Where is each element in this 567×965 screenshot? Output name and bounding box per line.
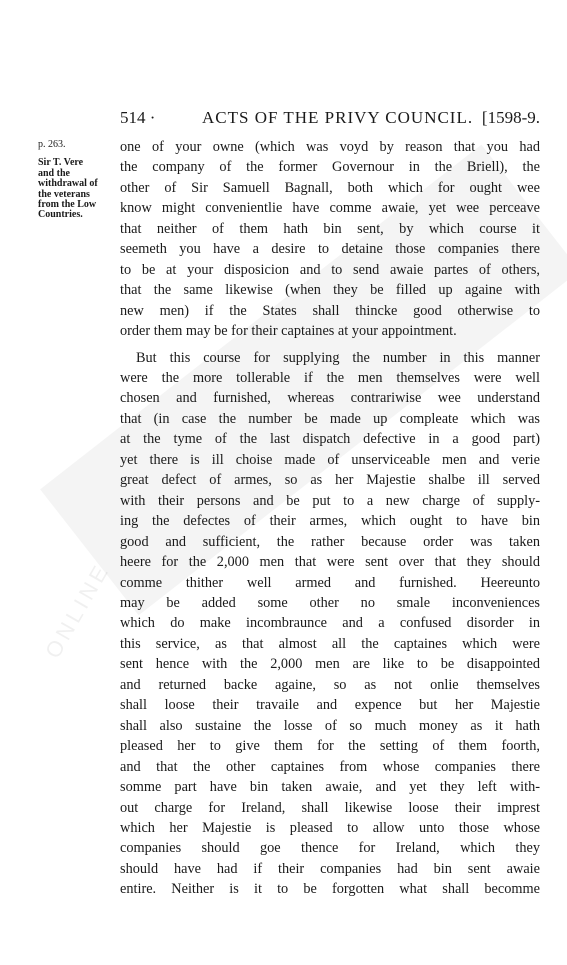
text-line: chosen and furnished, whereas contrariwise wee understand xyxy=(120,390,540,407)
text-line: entire. Neither is it to be forgotten what shall becomme xyxy=(120,881,540,898)
text-line: and returned backe againe, so as not onlie themselves xyxy=(120,676,540,693)
text-line: that the same likewise (when they be filled up againe with xyxy=(120,282,540,299)
text-line: other of Sir Samuell Bagnall, both which for ought wee xyxy=(120,179,540,196)
text-line: to be at your disposicion and to send awaie partes of others, xyxy=(120,261,540,278)
running-title: ACTS OF THE PRIVY COUNCIL. xyxy=(202,108,474,127)
text-line: seemeth you have a desire to detaine those companies there xyxy=(120,241,540,258)
text-line: were the more tollerable if the men themselves were well xyxy=(120,369,540,386)
text-line: heere for the 2,000 men that were sent over that they should xyxy=(120,554,540,571)
page-number: 514 · xyxy=(120,108,156,127)
paragraph-1 xyxy=(120,137,540,342)
margin-note xyxy=(38,140,114,221)
margin-note-line: the veterans xyxy=(38,188,90,200)
margin-note-line: Sir T. Vere xyxy=(38,157,84,169)
text-line: sent hence with the 2,000 men are like to be disappointed xyxy=(120,656,540,673)
text-line: good and sufficient, the rather because order was taken xyxy=(120,533,540,550)
body-text xyxy=(120,137,540,900)
page-header xyxy=(120,108,540,132)
text-line: one of your owne (which was voyd by reason that you had xyxy=(120,139,540,155)
margin-page-reference: p. 263. xyxy=(38,139,66,150)
margin-note-line: Countries. xyxy=(38,209,83,221)
margin-note-line: withdrawal of xyxy=(38,178,98,190)
text-line: yet there is ill choise made of unserviceable men and verie xyxy=(120,451,540,468)
text-line: and that the other captaines from whose companies there xyxy=(120,758,540,775)
text-line: know might convenientlie have comme awaie, yet wee perceave xyxy=(120,200,540,217)
text-line: shall also sustaine the losse of so much money as it hath xyxy=(120,717,540,734)
text-line: this service, as that almost all the captaines which were xyxy=(120,635,540,652)
margin-note-line: from the Low xyxy=(38,199,97,211)
text-line: pleased her to give them for the setting of them foorth, xyxy=(120,738,540,755)
text-line: with their persons and be put to a new charge of supply- xyxy=(120,492,540,509)
text-line: should have had if their companies had bin sent awaie xyxy=(120,860,540,877)
text-line: at the tyme of the last dispatch defective in a good part) xyxy=(120,431,540,448)
text-line: order them may be for their captaines at your appointment. xyxy=(120,323,457,340)
text-line: comme thither well armed and furnished. Heereunto xyxy=(120,574,540,591)
margin-note-text xyxy=(38,158,114,220)
text-line: ing the defectes of their armes, which ought to have bin xyxy=(120,513,540,530)
text-line: which her Majestie is pleased to allow unto those whose xyxy=(120,819,540,836)
text-line: the company of the former Governour in the Briell), the xyxy=(120,159,540,176)
paragraph-2 xyxy=(120,348,540,900)
text-line: companies should goe thence for Ireland, which they xyxy=(120,840,540,857)
text-line: somme part have bin taken awaie, and yet they left with- xyxy=(120,779,540,796)
text-line: shall loose their travaile and expence but her Majestie xyxy=(120,697,540,714)
margin-note-line: and the xyxy=(38,167,70,179)
text-line: that (in case the number be made up compleate which was xyxy=(120,410,540,427)
text-line: great defect of armes, so as her Majestie shalbe ill served xyxy=(120,472,540,489)
text-line: may be added some other no smale inconveniences xyxy=(120,594,540,611)
year-range: [1598-9. xyxy=(481,108,540,127)
watermark-text: ONLINE xyxy=(40,558,115,663)
text-line: But this course for supplying the number in this manner xyxy=(136,349,540,366)
text-line: out charge for Ireland, shall likewise loose their imprest xyxy=(120,799,540,816)
text-line: new men) if the States shall thincke good otherwise to xyxy=(120,302,540,319)
text-line: that neither of them hath bin sent, by which course it xyxy=(120,220,540,237)
text-line: which do make incombraunce and a confused disorder in xyxy=(120,615,540,632)
